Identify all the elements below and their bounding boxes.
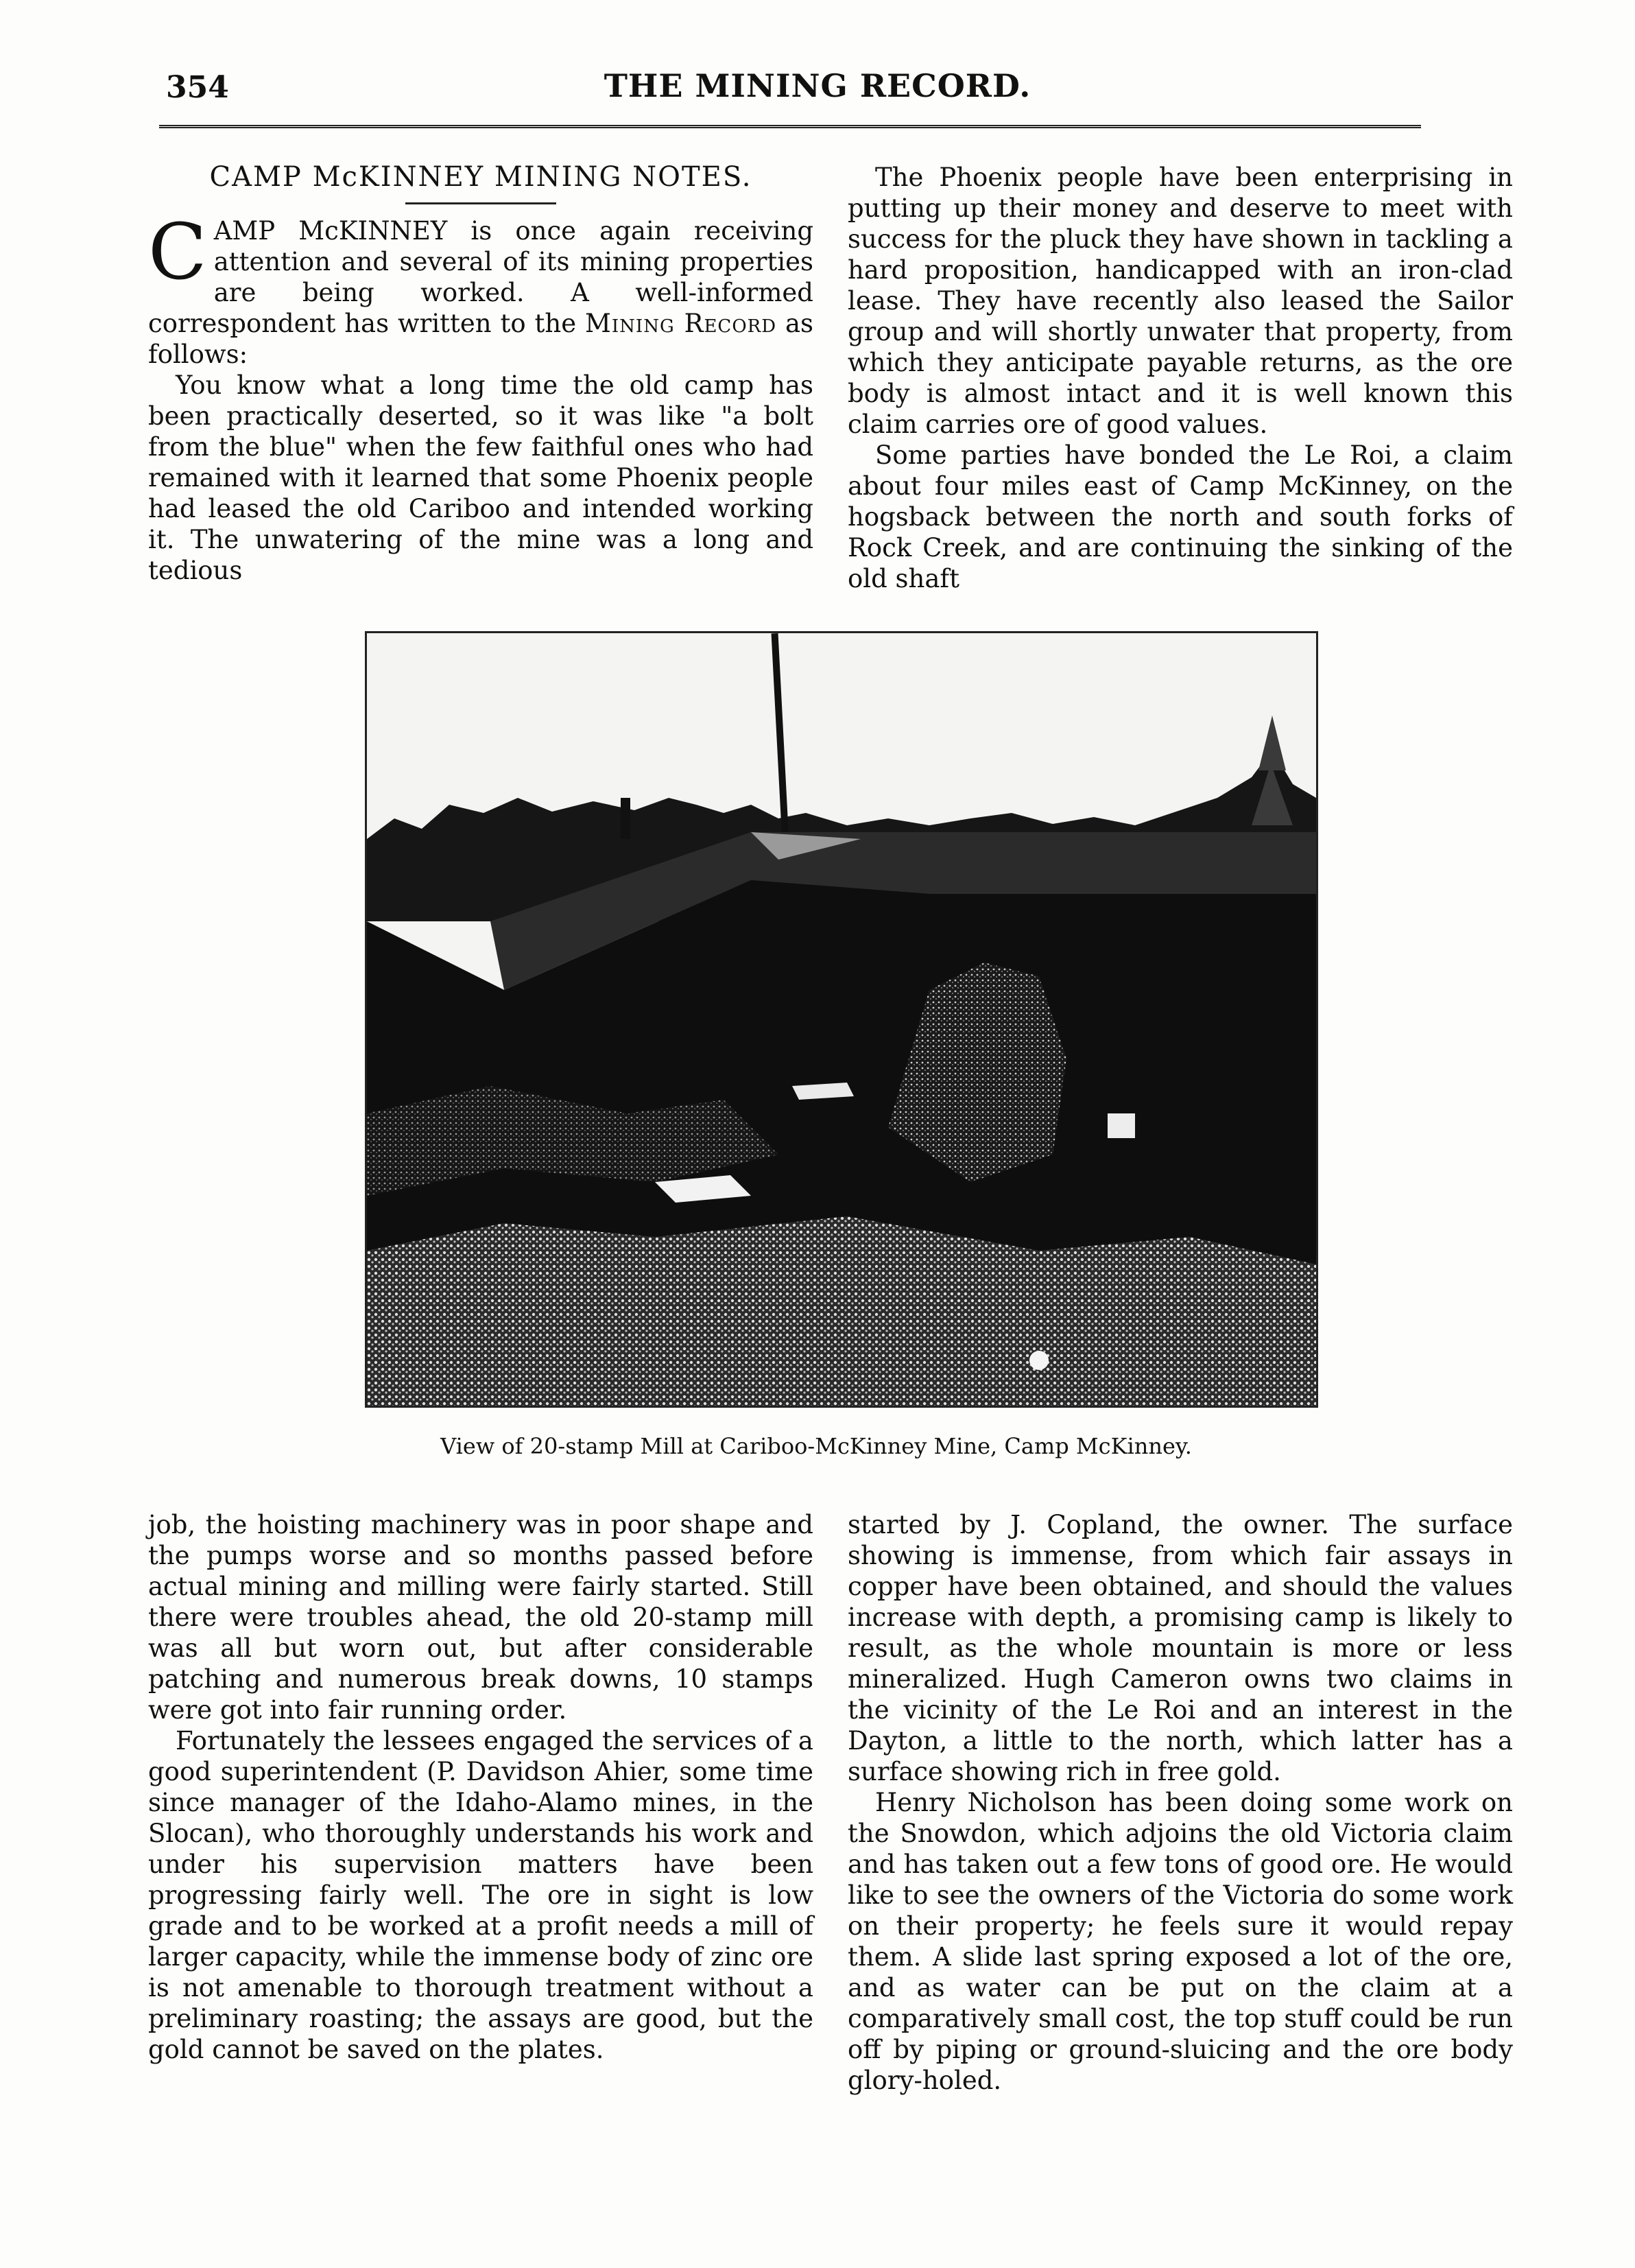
column-top-left [148, 162, 813, 586]
title-rule [405, 202, 556, 204]
column-bottom-left [148, 1509, 813, 2065]
drop-cap: C [148, 208, 207, 297]
paragraph: The Phoenix people have been enterprising in putting up their money and deserve to meet with success for the pluck they have shown in tackling a hard proposition, handicapped with an iron-clad lease. They have recently also leased the Sailor group and will shortly unwater that property, from which they anticipate payable returns, as the ore body is almost intact and it is well known this claim carries ore of good values. [848, 163, 1513, 439]
figure-caption: View of 20-stamp Mill at Cariboo-McKinney Mine, Camp McKinney. [440, 1433, 1192, 1459]
page-number: 354 [166, 70, 229, 105]
intro-publication: Mining Record [585, 309, 777, 338]
paragraph: Fortunately the lessees engaged the services of a good superintendent (P. Davidson Ahier, some time since manager of the Idaho-Alamo mines, in the Slocan), who thoroughly understands his work and under his supervision matters have been progressing fairly well. The ore in sight is low grade and to be worked at a profit needs a mill of larger capacity, while the immense body of zinc ore is not amenable to thorough treatment without a preliminary roasting; the assays are good, but the gold cannot be saved on the plates. [148, 1726, 813, 2064]
paragraph: job, the hoisting machinery was in poor shape and the pumps worse and so months passed before actual mining and milling were fairly started. Still there were troubles ahead, the old 20-stamp mill was all but worn out, but after considerable patching and numerous break downs, 10 stamps were got into fair running order. [148, 1510, 813, 1725]
intro-text: AMP McKINNEY is once again receiving attention and several of its mining properties are being worked. A well-informed correspondent has written to the [148, 216, 813, 338]
paragraph: You know what a long time the old camp has been practically deserted, so it was like "a bolt from the blue" when the few faithful ones who had remained with it learned that some Phoenix people had leased the old Cariboo and intended working it. The unwatering of the mine was a long and tedious [148, 370, 813, 585]
paragraph: Henry Nicholson has been doing some work on the Snowdon, which adjoins the old Victoria claim and has taken out a few tons of good ore. He would like to see the owners of the Victoria do some work on their property; he feels sure it would repay them. A slide last spring exposed a lot of the ore, and as water can be put on the claim at a comparatively small cost, the top stuff could be run off by piping or ground-sluicing and the ore body glory-holed. [848, 1788, 1513, 2095]
column-top-right [848, 162, 1513, 594]
publication-title: THE MINING RECORD. [604, 67, 1031, 104]
article-title: CAMP McKINNEY MINING NOTES. [209, 161, 752, 193]
column-bottom-right [848, 1509, 1513, 2096]
header-rule [159, 125, 1421, 128]
paragraph: Some parties have bonded the Le Roi, a claim about four miles east of Camp McKinney, on the hogsback between the north and south forks of Rock Creek, and are continuing the sinking of the old shaft [848, 440, 1513, 593]
photograph-illustration [367, 633, 1316, 1406]
mill-photograph [365, 631, 1318, 1408]
intro-end: as follows: [148, 309, 813, 369]
intro-paragraph [148, 208, 813, 370]
paragraph: started by J. Copland, the owner. The surface showing is immense, from which fair assays in copper have been obtained, and should the values increase with depth, a promising camp is likely to result, as the whole mountain is more or less mineralized. Hugh Cameron owns two claims in the vicinity of the Le Roi and an interest in the Dayton, a little to the north, which latter has a surface showing rich in free gold. [848, 1510, 1513, 1786]
